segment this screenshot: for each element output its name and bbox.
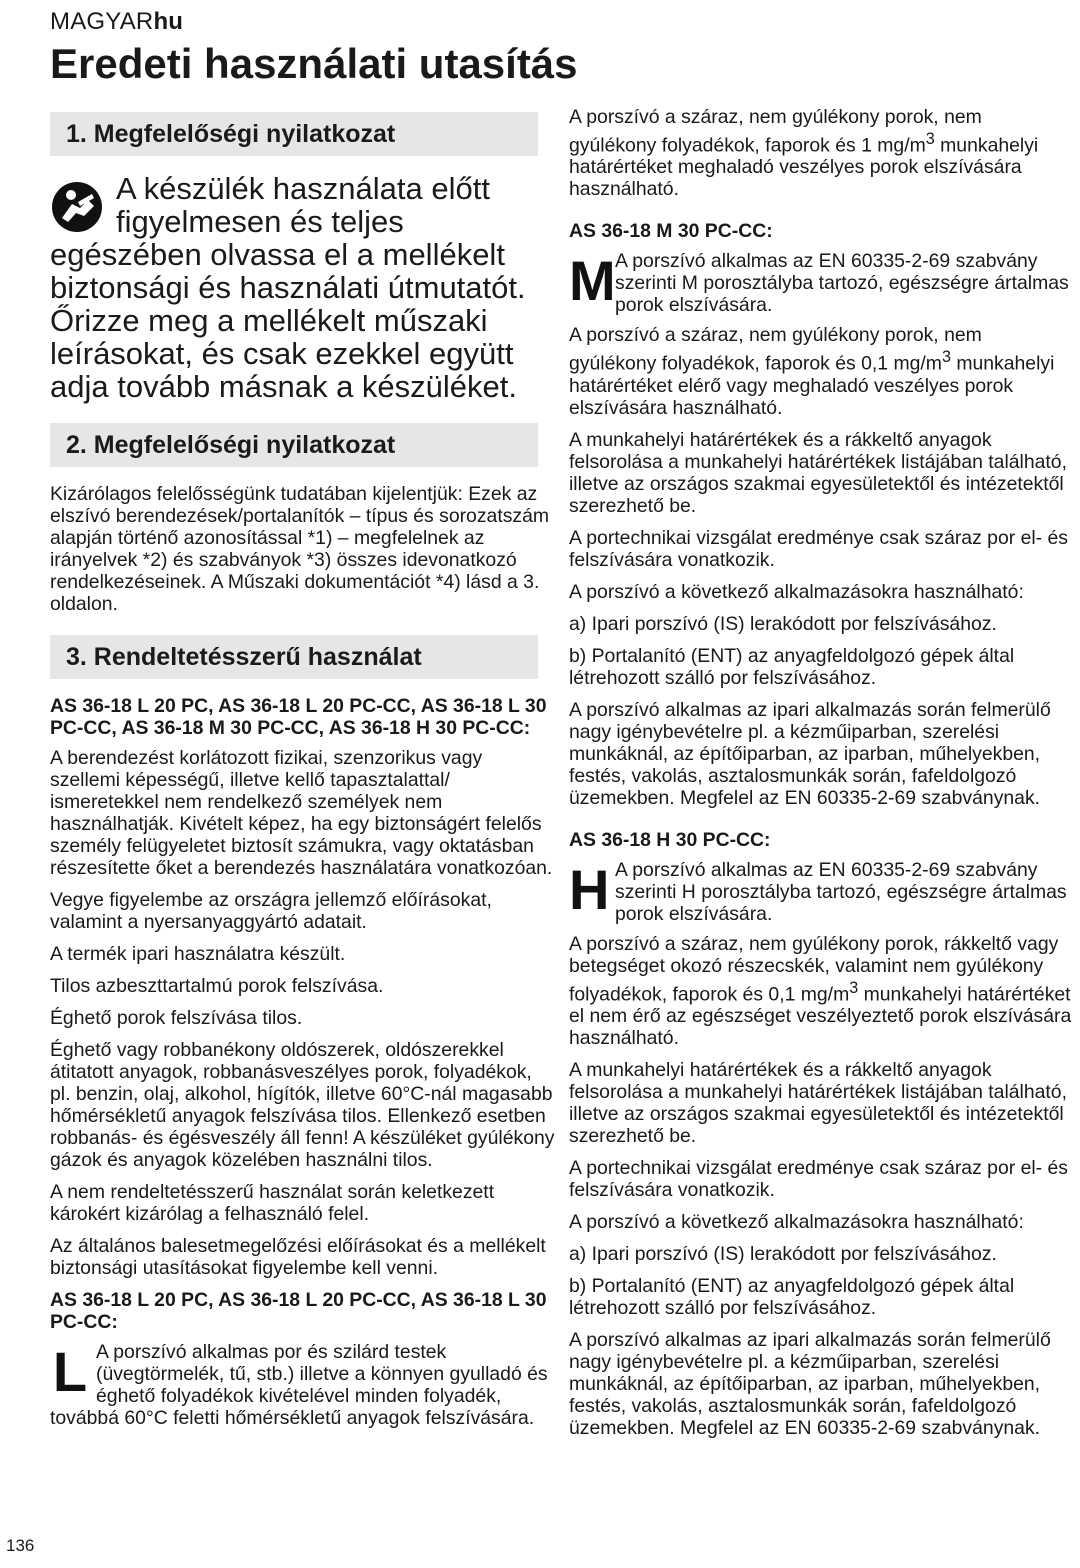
- dust-class-m-block: [569, 250, 1074, 316]
- text-part: munkahelyi határértéket elérő vagy meghaladó veszélyes porok elszívására használható.: [569, 352, 1055, 419]
- paragraph: Éghető vagy robbanékony oldószerek, oldószerekkel átitatott anyagok, robbanásveszélyes porok, folyadékok, pl. benzin, olaj, alkohol, hígítók, illetve 60°C-nál magasabb hőmérsékletű anyagok felszívása tilos. Ellenkező esetben robbanás- és égésveszély áll fenn! A készüléket gyúlékony gázok és anyagok közelében használni tilos.: [50, 1039, 555, 1171]
- language-label: [50, 8, 183, 36]
- h-class-heading: AS 36-18 H 30 PC-CC:: [569, 828, 771, 851]
- dust-class-l-icon: L: [52, 1341, 88, 1403]
- text-part: munkahelyi határértéket meghaladó veszélyes porok elszívására használható.: [569, 134, 1039, 201]
- dust-class-l-text: A porszívó alkalmas por és szilárd testek (üvegtörmelék, tű, stb.) illetve a könnyen gyulladó és éghető folyadékok kivételével minden folyadék, továbbá 60°C feletti hőmérsékletű anyagok felszívására.: [50, 1341, 548, 1429]
- intro-text: A készülék használata előtt figyelmesen és teljes egészében olvassa el a mellékelt biztonsági és használati útmutatót. Őrizze meg a mellékelt műszaki leírásokat, és csak ezekkel együtt adja tovább másnak a készüléket.: [50, 171, 526, 404]
- dust-class-m-icon: M: [569, 250, 616, 313]
- paragraph: A berendezést korlátozott fizikai, szenzorikus vagy szellemi képességű, illetve kellő tapasztalattal/ ismeretekkel nem rendelkező személyek nem használhatják. Kivételt képez, ha egy biztonságért felelős személy felügyeletet biztosít számukra, vagy oktatásban részesítette őket a berendezés használatára vonatkozóan.: [50, 747, 553, 879]
- text-part: A porszívó a száraz, nem gyúlékony porok, nem gyúlékony folyadékok, faporok és 0,1 mg/m: [569, 324, 982, 375]
- paragraph: Vegye figyelembe az országra jellemző előírásokat, valamint a nyersanyaggyártó adatait.: [50, 889, 492, 933]
- paragraph: A nem rendeltetésszerű használat során keletkezett károkért kizárólag a felhasználó felel.: [50, 1181, 495, 1225]
- section-2-heading: 2. Megfelelőségi nyilatkozat: [50, 423, 538, 467]
- paragraph: A porszívó a következő alkalmazásokra használható:: [569, 1211, 1024, 1234]
- paragraph: A porszívó a következő alkalmazásokra használható:: [569, 580, 1024, 603]
- paragraph: Tilos azbeszttartalmú porok felszívása.: [50, 975, 384, 997]
- superscript: 3: [849, 978, 859, 997]
- paragraph: b) Portalanító (ENT) az anyagfeldolgozó gépek által létrehozott szálló por felszívásához.: [569, 1275, 1015, 1320]
- text-part: A porszívó a száraz, nem gyúlékony porok, nem gyúlékony folyadékok, faporok és 1 mg/m: [569, 106, 982, 157]
- paragraph: [569, 324, 1074, 418]
- left-column: [50, 106, 555, 1437]
- paragraph: a) Ipari porszívó (IS) lerakódott por felszívásához.: [569, 612, 997, 635]
- read-manual-notice: [50, 172, 555, 403]
- models-heading-1: AS 36-18 L 20 PC, AS 36-18 L 20 PC-CC, AS 36-18 L 30 PC-CC, AS 36-18 M 30 PC-CC, AS 36-18 H 30 PC-CC:: [50, 695, 547, 739]
- paragraph: A porszívó alkalmas az ipari alkalmazás során felmerülő nagy igénybevételre pl. a kézműiparban, szerelési munkáknál, az építőiparban, az iparban, műhelyekben, festés, vakolás, asztalosmunkák során, fafeldolgozó üzemekben. Megfelel az EN 60335-2-69 szabványnak.: [569, 698, 1051, 809]
- dust-class-l-block: [50, 1341, 555, 1429]
- section-1-heading: 1. Megfelelőségi nyilatkozat: [50, 112, 538, 156]
- section-3-heading: 3. Rendeltetésszerű használat: [50, 635, 538, 679]
- language-prefix: MAGYAR: [50, 8, 154, 35]
- paragraph: A munkahelyi határértékek és a rákkeltő anyagok felsorolása a munkahelyi határértékek listájában található, illetve az országos szakmai egyesületektől és intézetektől szerezhető be.: [569, 1059, 1067, 1148]
- paragraph: A termék ipari használatra készült.: [50, 943, 346, 965]
- right-column: [569, 106, 1074, 1449]
- paragraph: A portechnikai vizsgálat eredménye csak száraz por el- és felszívására vonatkozik.: [569, 1157, 1069, 1202]
- models-heading-2: AS 36-18 L 20 PC, AS 36-18 L 20 PC-CC, AS 36-18 L 30 PC-CC:: [50, 1289, 547, 1333]
- dust-class-m-text: A porszívó alkalmas az EN 60335-2-69 szabvány szerinti M porosztályba tartozó, egészségre ártalmas porok elszívására.: [615, 250, 1069, 317]
- superscript: 3: [925, 130, 935, 148]
- paragraph: a) Ipari porszívó (IS) lerakódott por felszívásához.: [569, 1243, 997, 1266]
- m-class-heading: AS 36-18 M 30 PC-CC:: [569, 220, 773, 243]
- language-code: hu: [153, 8, 184, 35]
- page-number: 136: [6, 1536, 35, 1555]
- dust-class-h-block: [569, 859, 1074, 925]
- paragraph: A portechnikai vizsgálat eredménye csak száraz por el- és felszívására vonatkozik.: [569, 526, 1069, 571]
- superscript: 3: [941, 348, 951, 367]
- dust-class-h-icon: H: [569, 858, 610, 921]
- paragraph: A porszívó alkalmas az ipari alkalmazás során felmerülő nagy igénybevételre pl. a kézműiparban, szerelési munkáknál, az építőiparban, az iparban, műhelyekben, festés, vakolás, asztalosmunkák során, fafeldolgozó üzemekben. Megfelel az EN 60335-2-69 szabványnak.: [569, 1329, 1051, 1440]
- paragraph: Az általános balesetmegelőzési előírásokat és a mellékelt biztonsági utasításokat figyelembe kell venni.: [50, 1235, 546, 1279]
- text-part: A porszívó a száraz, nem gyúlékony porok, rákkeltő vagy betegséget okozó részecskék, valamint nem gyúlékony folyadékok, faporok és 0,1 mg/m: [569, 932, 1059, 1006]
- text-part: munkahelyi határértéket el nem érő az egészséget veszélyeztető porok elszívására használható.: [569, 983, 1072, 1050]
- paragraph: [569, 106, 1074, 200]
- page-title: Eredeti használati utasítás: [50, 40, 578, 87]
- paragraph: b) Portalanító (ENT) az anyagfeldolgozó gépek által létrehozott szálló por felszívásához.: [569, 644, 1015, 689]
- paragraph: [569, 933, 1074, 1049]
- paragraph: Éghető porok felszívása tilos.: [50, 1007, 303, 1029]
- paragraph: A munkahelyi határértékek és a rákkeltő anyagok felsorolása a munkahelyi határértékek listájában található, illetve az országos szakmai egyesületektől és intézetektől szerezhető be.: [569, 428, 1067, 517]
- dust-class-h-text: A porszívó alkalmas az EN 60335-2-69 szabvány szerinti H porosztályba tartozó, egészségre ártalmas porok elszívására.: [615, 858, 1067, 925]
- read-manual-icon: [50, 180, 104, 234]
- declaration-text: Kizárólagos felelősségünk tudatában kijelentjük: Ezek az elszívó berendezések/portalanítók – típus és sorozatszám alapján történő azonosítással *1) – megfelelnek az irányelvek *2) és szabványok *3) összes idevonatkozó rendelkezéseinek. A Műszaki dokumentációt *4) lásd a 3. oldalon.: [50, 483, 550, 615]
